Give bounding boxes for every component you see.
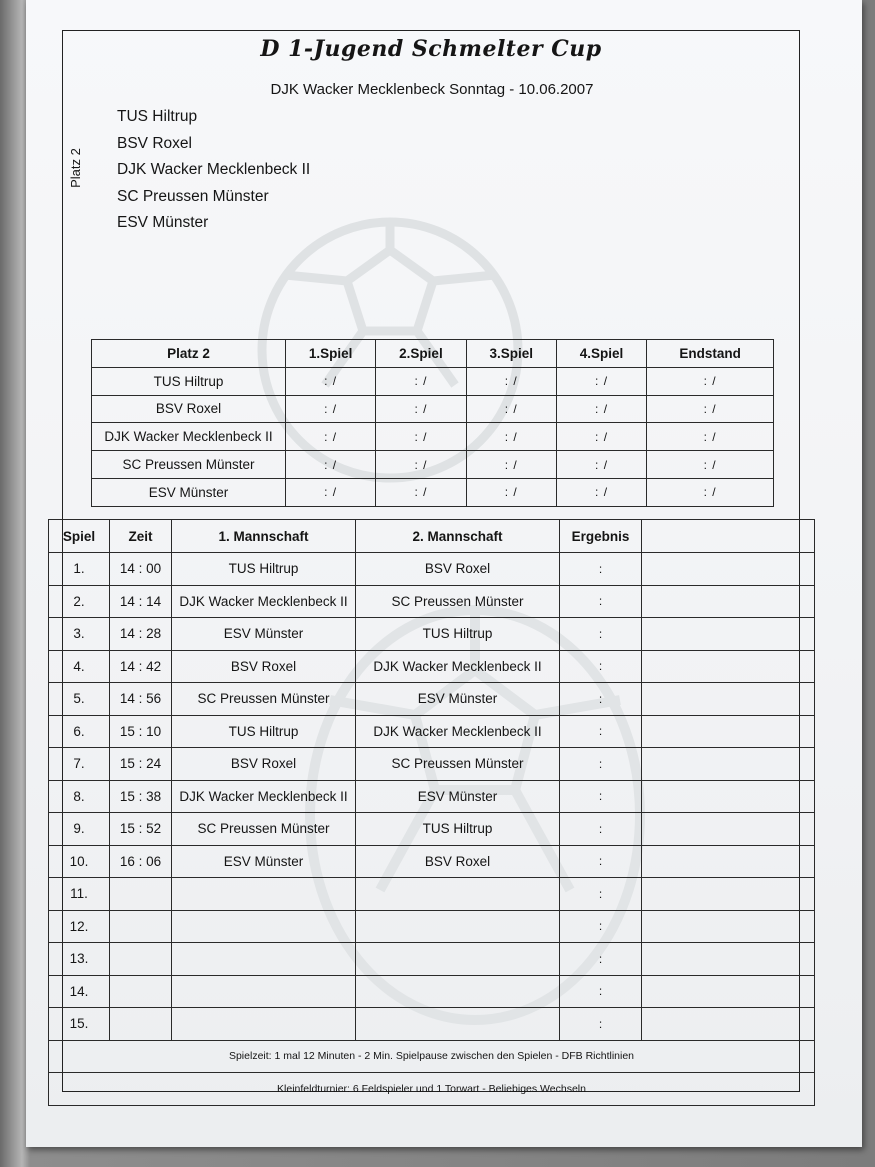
schedule-row bbox=[49, 845, 815, 878]
schedule-header-team2: 2. Mannschaft bbox=[356, 520, 560, 553]
match-number: 3. bbox=[49, 618, 110, 651]
team-list-item: DJK Wacker Mecklenbeck II bbox=[117, 161, 311, 178]
match-number: 6. bbox=[49, 715, 110, 748]
standings-row bbox=[92, 451, 774, 479]
result-cell[interactable]: : bbox=[560, 845, 642, 878]
score-cell[interactable]: : / bbox=[286, 451, 376, 479]
result-cell[interactable]: : bbox=[560, 585, 642, 618]
score-cell[interactable]: : / bbox=[466, 423, 556, 451]
notes-cell[interactable] bbox=[642, 748, 815, 781]
score-cell[interactable]: : / bbox=[556, 478, 646, 506]
result-cell[interactable]: : bbox=[560, 943, 642, 976]
home-team bbox=[172, 910, 356, 943]
match-number: 14. bbox=[49, 975, 110, 1008]
away-team: SC Preussen Münster bbox=[356, 748, 560, 781]
standings-team: SC Preussen Münster bbox=[92, 451, 286, 479]
schedule-row bbox=[49, 715, 815, 748]
schedule-row bbox=[49, 910, 815, 943]
notes-cell[interactable] bbox=[642, 813, 815, 846]
schedule-row bbox=[49, 618, 815, 651]
notes-cell[interactable] bbox=[642, 780, 815, 813]
kickoff-time: 15 : 24 bbox=[110, 748, 172, 781]
away-team: DJK Wacker Mecklenbeck II bbox=[356, 650, 560, 683]
kickoff-time: 14 : 42 bbox=[110, 650, 172, 683]
kickoff-time: 14 : 00 bbox=[110, 553, 172, 586]
score-cell[interactable]: : / bbox=[286, 478, 376, 506]
away-team: ESV Münster bbox=[356, 683, 560, 716]
score-cell[interactable]: : / bbox=[466, 451, 556, 479]
away-team bbox=[356, 910, 560, 943]
standings-row bbox=[92, 478, 774, 506]
score-cell[interactable]: : / bbox=[376, 451, 466, 479]
result-cell[interactable]: : bbox=[560, 553, 642, 586]
kickoff-time: 15 : 10 bbox=[110, 715, 172, 748]
group-label: Platz 2 bbox=[68, 148, 83, 188]
away-team bbox=[356, 1008, 560, 1041]
match-number: 4. bbox=[49, 650, 110, 683]
kickoff-time bbox=[110, 878, 172, 911]
score-cell[interactable]: : / bbox=[376, 367, 466, 395]
standings-header-row bbox=[92, 340, 774, 368]
schedule-header-row bbox=[49, 520, 815, 553]
score-cell[interactable]: : / bbox=[556, 395, 646, 423]
page-title: D 1-Jugend Schmelter Cup bbox=[260, 36, 602, 62]
home-team: BSV Roxel bbox=[172, 650, 356, 683]
result-cell[interactable]: : bbox=[560, 748, 642, 781]
notes-cell[interactable] bbox=[642, 650, 815, 683]
schedule-footer-row bbox=[49, 1040, 815, 1073]
schedule-header-spiel: Spiel bbox=[49, 520, 110, 553]
schedule-header-team1: 1. Mannschaft bbox=[172, 520, 356, 553]
match-number: 11. bbox=[49, 878, 110, 911]
notes-cell[interactable] bbox=[642, 585, 815, 618]
home-team: ESV Münster bbox=[172, 845, 356, 878]
schedule-row bbox=[49, 650, 815, 683]
home-team bbox=[172, 878, 356, 911]
home-team bbox=[172, 943, 356, 976]
score-cell[interactable]: : / bbox=[286, 423, 376, 451]
result-cell[interactable]: : bbox=[560, 1008, 642, 1041]
score-cell[interactable]: : / bbox=[647, 478, 774, 506]
standings-header: 3.Spiel bbox=[466, 340, 556, 368]
match-number: 5. bbox=[49, 683, 110, 716]
match-number: 13. bbox=[49, 943, 110, 976]
schedule-row bbox=[49, 1008, 815, 1041]
standings-row bbox=[92, 395, 774, 423]
away-team: ESV Münster bbox=[356, 780, 560, 813]
schedule-row bbox=[49, 780, 815, 813]
team-list-item: SC Preussen Münster bbox=[117, 187, 269, 205]
standings-header: 2.Spiel bbox=[376, 340, 466, 368]
notes-cell[interactable] bbox=[642, 618, 815, 651]
result-cell[interactable]: : bbox=[560, 813, 642, 846]
schedule-header-zeit: Zeit bbox=[110, 520, 172, 553]
schedule-row bbox=[49, 975, 815, 1008]
away-team: SC Preussen Münster bbox=[356, 585, 560, 618]
standings-team: ESV Münster bbox=[92, 478, 286, 506]
away-team: DJK Wacker Mecklenbeck II bbox=[356, 715, 560, 748]
score-cell[interactable]: : / bbox=[647, 423, 774, 451]
away-team: TUS Hiltrup bbox=[356, 618, 560, 651]
score-cell[interactable]: : / bbox=[466, 478, 556, 506]
team-list-item: ESV Münster bbox=[117, 214, 209, 231]
match-number: 8. bbox=[49, 780, 110, 813]
schedule-header-ergebnis: Ergebnis bbox=[560, 520, 642, 553]
kickoff-time: 15 : 38 bbox=[110, 780, 172, 813]
score-cell[interactable]: : / bbox=[556, 367, 646, 395]
kickoff-time: 14 : 56 bbox=[110, 683, 172, 716]
team-list-item: TUS Hiltrup bbox=[117, 108, 198, 125]
team-list-item: BSV Roxel bbox=[117, 134, 192, 152]
score-cell[interactable]: : / bbox=[376, 395, 466, 423]
standings-row bbox=[92, 367, 774, 395]
standings-header: 4.Spiel bbox=[556, 340, 646, 368]
schedule-row bbox=[49, 813, 815, 846]
kickoff-time: 15 : 52 bbox=[110, 813, 172, 846]
notes-cell[interactable] bbox=[642, 910, 815, 943]
schedule-row bbox=[49, 878, 815, 911]
home-team: ESV Münster bbox=[172, 618, 356, 651]
home-team: DJK Wacker Mecklenbeck II bbox=[172, 585, 356, 618]
schedule-row bbox=[49, 683, 815, 716]
match-number: 2. bbox=[49, 585, 110, 618]
result-cell[interactable]: : bbox=[560, 618, 642, 651]
score-cell[interactable]: : / bbox=[647, 395, 774, 423]
notes-cell[interactable] bbox=[642, 553, 815, 586]
kickoff-time bbox=[110, 910, 172, 943]
team-list bbox=[117, 107, 310, 240]
standings-team: BSV Roxel bbox=[92, 395, 286, 423]
result-cell[interactable]: : bbox=[560, 715, 642, 748]
result-cell[interactable]: : bbox=[560, 910, 642, 943]
standings-header: Platz 2 bbox=[92, 340, 286, 368]
kickoff-time: 16 : 06 bbox=[110, 845, 172, 878]
score-cell[interactable]: : / bbox=[376, 423, 466, 451]
home-team: SC Preussen Münster bbox=[172, 683, 356, 716]
match-number: 7. bbox=[49, 748, 110, 781]
result-cell[interactable]: : bbox=[560, 780, 642, 813]
notes-cell[interactable] bbox=[642, 975, 815, 1008]
kickoff-time: 14 : 14 bbox=[110, 585, 172, 618]
notes-cell[interactable] bbox=[642, 943, 815, 976]
away-team: TUS Hiltrup bbox=[356, 813, 560, 846]
event-subtitle: DJK Wacker Mecklenbeck Sonntag - 10.06.2007 bbox=[270, 81, 594, 98]
away-team bbox=[356, 878, 560, 911]
score-cell[interactable]: : / bbox=[556, 451, 646, 479]
home-team: SC Preussen Münster bbox=[172, 813, 356, 846]
score-cell[interactable]: : / bbox=[466, 395, 556, 423]
score-cell[interactable]: : / bbox=[286, 395, 376, 423]
score-cell[interactable]: : / bbox=[376, 478, 466, 506]
home-team: DJK Wacker Mecklenbeck II bbox=[172, 780, 356, 813]
result-cell[interactable]: : bbox=[560, 683, 642, 716]
standings-row bbox=[92, 423, 774, 451]
notes-cell[interactable] bbox=[642, 683, 815, 716]
result-cell[interactable]: : bbox=[560, 878, 642, 911]
schedule-footer-rules: Spielzeit: 1 mal 12 Minuten - 2 Min. Spielpause zwischen den Spielen - DFB Richtlinien bbox=[49, 1040, 815, 1073]
result-cell[interactable]: : bbox=[560, 975, 642, 1008]
match-number: 12. bbox=[49, 910, 110, 943]
schedule-row bbox=[49, 943, 815, 976]
schedule-footer-row bbox=[49, 1073, 815, 1106]
standings-team: DJK Wacker Mecklenbeck II bbox=[92, 423, 286, 451]
standings-team: TUS Hiltrup bbox=[92, 367, 286, 395]
score-cell[interactable]: : / bbox=[647, 367, 774, 395]
score-cell[interactable]: : / bbox=[286, 367, 376, 395]
match-number: 15. bbox=[49, 1008, 110, 1041]
score-cell[interactable]: : / bbox=[556, 423, 646, 451]
schedule-body bbox=[49, 553, 815, 1041]
schedule-row bbox=[49, 585, 815, 618]
result-cell[interactable]: : bbox=[560, 650, 642, 683]
kickoff-time bbox=[110, 943, 172, 976]
home-team: TUS Hiltrup bbox=[172, 715, 356, 748]
notes-cell[interactable] bbox=[642, 715, 815, 748]
home-team bbox=[172, 975, 356, 1008]
kickoff-time bbox=[110, 1008, 172, 1041]
schedule-row bbox=[49, 748, 815, 781]
score-cell[interactable]: : / bbox=[466, 367, 556, 395]
match-number: 1. bbox=[49, 553, 110, 586]
match-number: 9. bbox=[49, 813, 110, 846]
away-team bbox=[356, 943, 560, 976]
standings-header: Endstand bbox=[647, 340, 774, 368]
schedule-footer-format: Kleinfeldturnier: 6 Feldspieler und 1 Torwart - Beliebiges Wechseln bbox=[49, 1073, 815, 1106]
home-team bbox=[172, 1008, 356, 1041]
home-team: TUS Hiltrup bbox=[172, 553, 356, 586]
schedule-row bbox=[49, 553, 815, 586]
kickoff-time: 14 : 28 bbox=[110, 618, 172, 651]
standings-header: 1.Spiel bbox=[286, 340, 376, 368]
schedule-table bbox=[48, 519, 815, 1106]
away-team: BSV Roxel bbox=[356, 553, 560, 586]
notes-cell[interactable] bbox=[642, 878, 815, 911]
notes-cell[interactable] bbox=[642, 1008, 815, 1041]
away-team: BSV Roxel bbox=[356, 845, 560, 878]
standings-table bbox=[91, 339, 774, 507]
score-cell[interactable]: : / bbox=[647, 451, 774, 479]
match-number: 10. bbox=[49, 845, 110, 878]
schedule-header-notes bbox=[642, 520, 815, 553]
notes-cell[interactable] bbox=[642, 845, 815, 878]
away-team bbox=[356, 975, 560, 1008]
kickoff-time bbox=[110, 975, 172, 1008]
home-team: BSV Roxel bbox=[172, 748, 356, 781]
